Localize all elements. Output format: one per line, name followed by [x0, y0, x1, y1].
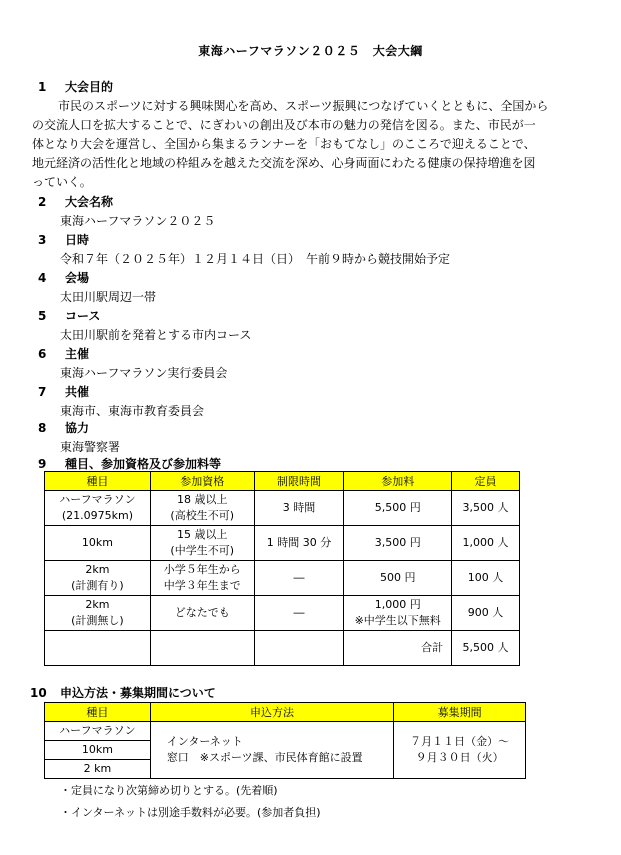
fee-note: ※中学生以下無料 [354, 614, 441, 627]
event-name: ハーフマラソン [59, 493, 136, 506]
purpose-line: 市民のスポーツに対する興味関心を高め、スポーツ振興につなげていくとともに、全国から [58, 99, 549, 113]
section-cosponsor [38, 383, 598, 421]
qualification: 小学５年生から [163, 563, 241, 576]
application-table [44, 702, 526, 779]
section-number: 9 [38, 457, 47, 471]
fee: 500 円 [344, 561, 452, 596]
header-cell: 参加料 [344, 472, 452, 491]
table-row [45, 526, 520, 561]
section-body: 太田川駅周辺一帯 [60, 290, 157, 304]
fee: 1,000 円 [374, 598, 421, 611]
section-number: 3 [38, 233, 47, 247]
event-detail: (計測無し) [71, 614, 124, 627]
section-datetime [38, 231, 598, 269]
event-name: 10km [45, 741, 151, 760]
section-application [30, 684, 590, 703]
section-title: 主催 [65, 347, 90, 361]
table-total-row [45, 631, 520, 666]
header-cell: 種目 [45, 703, 151, 722]
fee: 5,500 円 [374, 501, 421, 514]
event-name: ハーフマラソン [45, 722, 151, 741]
fee: 3,500 円 [344, 526, 452, 561]
event-name: 2km [85, 563, 110, 576]
qualification: 18 歳以上 [176, 493, 228, 506]
qualification: 15 歳以上 [176, 528, 228, 541]
table-row [45, 596, 520, 631]
event-detail: (計測有り) [71, 579, 124, 592]
time-limit: 3 時間 [254, 491, 344, 526]
purpose-line: の交流人口を拡大することで、にぎわいの創出及び本市の魅力の発信を図る。また、市民が一 [32, 118, 536, 132]
section-purpose [32, 78, 598, 192]
note-item: ・定員になり次第締め切りとする。(先着順) [60, 784, 278, 797]
purpose-line: 体となり大会を運営し、全国から集まるランナーを「おもてなし」のこころで迎えることで、 [32, 137, 536, 151]
section-event-name [38, 193, 598, 231]
section-title: 申込方法・募集期間について [60, 686, 216, 700]
section-number: 8 [38, 421, 47, 435]
section-number: 2 [38, 195, 47, 209]
section-body: 東海警察署 [60, 440, 121, 454]
section-number: 10 [30, 686, 47, 700]
table-header-row [45, 472, 520, 491]
time-limit: ― [254, 596, 344, 631]
notes [60, 780, 321, 824]
section-organizer [38, 345, 598, 383]
qualification-detail: (中学生不可) [170, 544, 235, 557]
header-cell: 募集期間 [394, 703, 526, 722]
note-item: ・インターネットは別途手数料が必要。(参加者負担) [60, 806, 321, 819]
section-body: 東海ハーフマラソン２０２５ [60, 214, 216, 228]
section-title: 大会名称 [65, 195, 114, 209]
purpose-line: 地元経済の活性化と地域の枠組みを越えた交流を深め、心身両面にわたる健康の保持増進を図 [32, 156, 536, 170]
header-cell: 参加資格 [150, 472, 254, 491]
event-detail: (21.0975km) [61, 509, 134, 522]
qualification-detail: 中学３年生まで [163, 579, 241, 592]
section-venue [38, 269, 598, 307]
table-row [45, 722, 526, 741]
period-end: ９月３０日（火） [415, 751, 504, 764]
section-number: 1 [38, 80, 47, 94]
section-course [38, 307, 598, 345]
section-title: 大会目的 [65, 80, 114, 94]
capacity: 100 人 [452, 561, 520, 596]
table-row [45, 561, 520, 596]
section-title: 種目、参加資格及び参加料等 [65, 457, 222, 471]
qualification-detail: (高校生不可) [170, 509, 235, 522]
section-body: 令和７年（２０２５年）１２月１４日（日） 午前９時から競技開始予定 [60, 252, 451, 266]
section-title: 日時 [65, 233, 90, 247]
event-name: 2km [85, 598, 110, 611]
header-cell: 申込方法 [150, 703, 393, 722]
section-body: 東海ハーフマラソン実行委員会 [60, 366, 228, 380]
purpose-line: っていく。 [32, 175, 92, 189]
header-cell: 制限時間 [254, 472, 344, 491]
period-start: ７月１１日（金）～ [410, 735, 510, 748]
table-header-row [45, 703, 526, 722]
section-title: 協力 [65, 421, 90, 435]
section-number: 6 [38, 347, 47, 361]
section-number: 7 [38, 385, 47, 399]
events-table [44, 471, 520, 666]
total-value: 5,500 人 [452, 631, 520, 666]
total-label: 合計 [421, 641, 444, 654]
table-row [45, 491, 520, 526]
event-name: 2 km [45, 760, 151, 779]
capacity: 3,500 人 [452, 491, 520, 526]
section-cooperation [38, 419, 598, 457]
section-heading [38, 78, 598, 97]
header-cell: 定員 [452, 472, 520, 491]
purpose-text [32, 97, 598, 192]
section-body: 東海市、東海市教育委員会 [60, 404, 205, 418]
method-counter: 窓口 ※スポーツ課、市民体育館に設置 [166, 751, 363, 764]
section-number: 5 [38, 309, 47, 323]
event-name: 10km [45, 526, 151, 561]
header-cell: 種目 [45, 472, 151, 491]
document-title: 東海ハーフマラソン２０２５ 大会大綱 [198, 44, 423, 58]
section-number: 4 [38, 271, 47, 285]
time-limit: 1 時間 30 分 [254, 526, 344, 561]
capacity: 1,000 人 [452, 526, 520, 561]
method-internet: インターネット [166, 735, 243, 748]
time-limit: ― [254, 561, 344, 596]
section-title: コース [65, 309, 101, 323]
section-body: 太田川駅前を発着とする市内コース [60, 328, 252, 342]
qualification: どなたでも [150, 596, 254, 631]
section-title: 共催 [65, 385, 90, 399]
section-title: 会場 [65, 271, 90, 285]
capacity: 900 人 [452, 596, 520, 631]
